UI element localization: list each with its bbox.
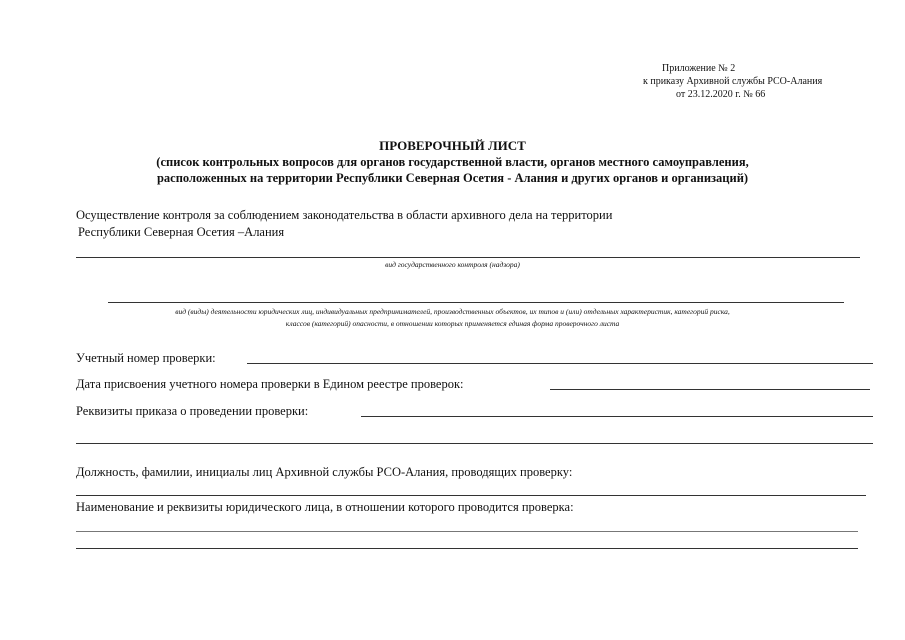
legal-entity-label: Наименование и реквизиты юридического лица, в отношении которого проводится проверка: <box>76 500 574 514</box>
control-statement-line1: Осуществление контроля за соблюдением законодательства в области архивного дела на территории <box>76 208 613 222</box>
officials-field[interactable] <box>76 495 866 496</box>
control-statement-line2: Республики Северная Осетия –Алания <box>78 225 285 239</box>
appendix-order-date: от 23.12.2020 г. № 66 <box>676 89 766 100</box>
officials-label: Должность, фамилии, инициалы лиц Архивной службы РСО-Алания, проводящих проверку: <box>76 465 573 479</box>
appendix-number: Приложение № 2 <box>662 63 736 74</box>
control-type-line <box>76 257 860 258</box>
appendix-order-reference: к приказу Архивной службы РСО-Алания <box>643 76 823 87</box>
activity-type-caption-line2: классов (категорий) опасности, в отношении которых применяется единая форма проверочного листа <box>285 319 620 328</box>
order-details-field-line2[interactable] <box>76 443 873 444</box>
legal-entity-field-line2[interactable] <box>76 548 858 549</box>
page-title: ПРОВЕРОЧНЫЙ ЛИСТ <box>379 138 526 153</box>
registration-number-field[interactable] <box>247 363 873 364</box>
registration-date-label: Дата присвоения учетного номера проверки в Едином реестре проверок: <box>76 377 464 391</box>
order-details-label: Реквизиты приказа о проведении проверки: <box>76 404 309 418</box>
legal-entity-field[interactable] <box>76 531 858 532</box>
control-type-caption: вид государственного контроля (надзора) <box>385 260 520 269</box>
page-subtitle-line1: (список контрольных вопросов для органов государственной власти, органов местного самоуправления, <box>156 155 749 169</box>
page-subtitle-line2: расположенных на территории Республики Северная Осетия - Алания и других органов и организаций) <box>156 171 749 185</box>
registration-date-field[interactable] <box>550 389 870 390</box>
activity-type-line <box>108 302 844 303</box>
activity-type-caption-line1: вид (виды) деятельности юридических лиц, индивидуальных предпринимателей, производственных объектов, их типов и (или) отдельных характеристик, категорий риска, <box>175 307 730 316</box>
registration-number-label: Учетный номер проверки: <box>76 351 216 365</box>
order-details-field[interactable] <box>361 416 873 417</box>
